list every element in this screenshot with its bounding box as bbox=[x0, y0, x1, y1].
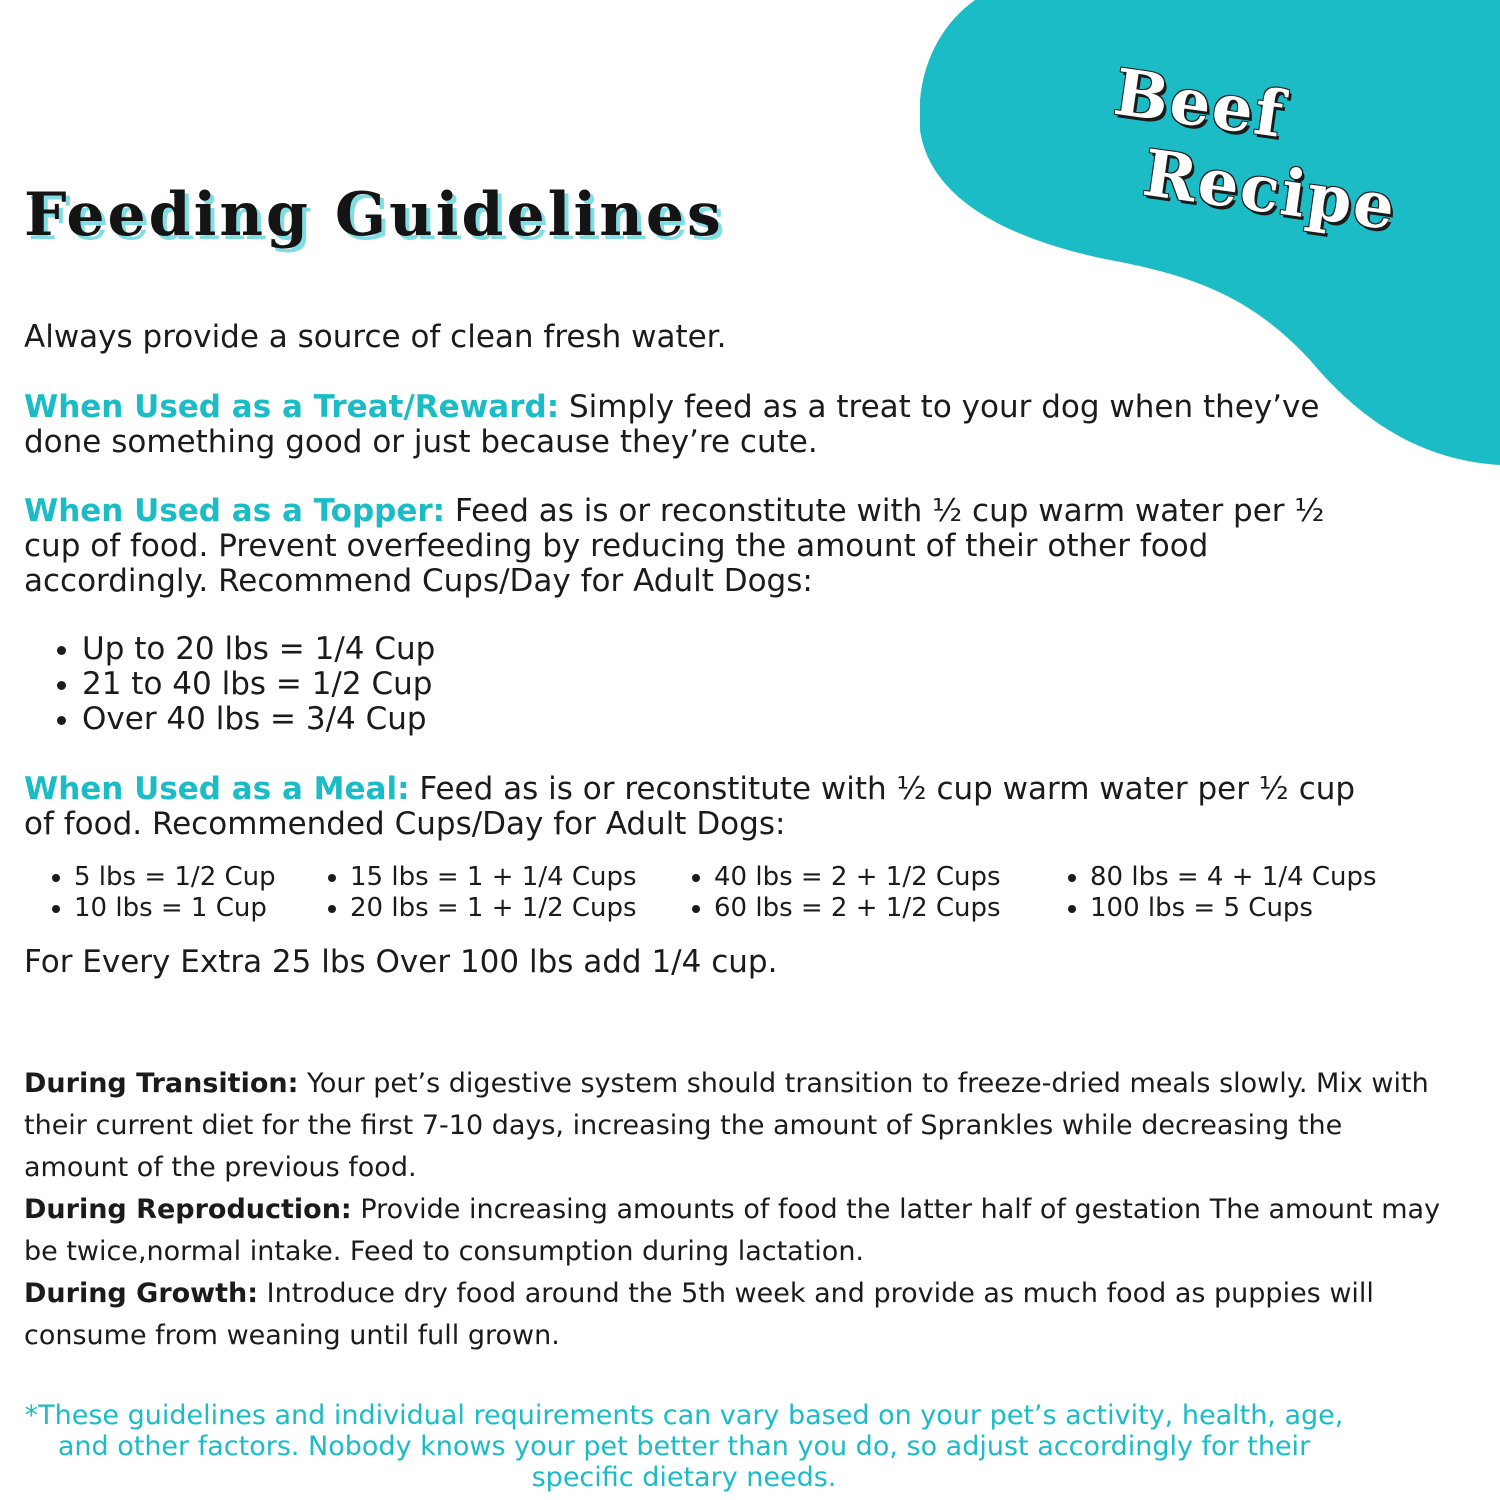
meal-column bbox=[1064, 862, 1377, 924]
list-item: • 20 lbs = 1 + 1/2 Cups bbox=[350, 893, 637, 924]
list-item: • 21 to 40 lbs = 1/2 Cup bbox=[82, 667, 435, 702]
transition-label: During Transition: bbox=[24, 1068, 299, 1099]
topper-list bbox=[50, 632, 435, 737]
treat-section bbox=[24, 390, 1324, 460]
topper-text: Feed as is or reconstitute with ½ cup warm water per ½ cup of food. Prevent overfeeding by reducing the amount of their other food accordingly. Recommend Cups/Day for Adult Dogs: bbox=[24, 493, 1325, 599]
list-item: • 10 lbs = 1 Cup bbox=[74, 893, 276, 924]
meal-text: Feed as is or reconstitute with ½ cup warm water per ½ cup of food. Recommended Cups/Day for Adult Dogs: bbox=[24, 771, 1356, 842]
treat-label: When Used as a Treat/Reward: bbox=[24, 389, 560, 425]
topper-section bbox=[24, 494, 1384, 599]
list-item: • 40 lbs = 2 + 1/2 Cups bbox=[714, 862, 1001, 893]
meal-column bbox=[324, 862, 637, 924]
list-item: • 15 lbs = 1 + 1/4 Cups bbox=[350, 862, 637, 893]
special-situations bbox=[24, 1063, 1444, 1357]
growth-text: Introduce dry food around the 5th week and provide as much food as puppies will consume from weaning until full grown. bbox=[24, 1278, 1374, 1351]
meal-table bbox=[24, 862, 1464, 932]
list-item: • Over 40 lbs = 3/4 Cup bbox=[82, 702, 435, 737]
reproduction-text: Provide increasing amounts of food the latter half of gestation The amount may be twice,normal intake. Feed to consumption during lactation. bbox=[24, 1194, 1441, 1267]
growth-label: During Growth: bbox=[24, 1278, 259, 1309]
list-item: • 80 lbs = 4 + 1/4 Cups bbox=[1090, 862, 1377, 893]
topper-label: When Used as a Topper: bbox=[24, 493, 446, 529]
reproduction-label: During Reproduction: bbox=[24, 1194, 352, 1225]
growth-paragraph bbox=[24, 1273, 1444, 1357]
list-item: • Up to 20 lbs = 1/4 Cup bbox=[82, 632, 435, 667]
extra-note: For Every Extra 25 lbs Over 100 lbs add 1/4 cup. bbox=[24, 944, 778, 980]
list-item: • 5 lbs = 1/2 Cup bbox=[74, 862, 276, 893]
treat-text: Simply feed as a treat to your dog when they’ve done something good or just because they’re cute. bbox=[24, 389, 1320, 460]
meal-column bbox=[688, 862, 1001, 924]
recipe-badge-line2: Recipe bbox=[1138, 135, 1402, 246]
transition-paragraph bbox=[24, 1063, 1444, 1189]
transition-text: Your pet’s digestive system should transition to freeze-dried meals slowly. Mix with their current diet for the first 7-10 days, increasing the amount of Sprankles while decreasing the amount of the previous food. bbox=[24, 1068, 1429, 1183]
meal-label: When Used as a Meal: bbox=[24, 771, 410, 807]
reproduction-paragraph bbox=[24, 1189, 1444, 1273]
list-item: • 100 lbs = 5 Cups bbox=[1090, 893, 1377, 924]
water-note: Always provide a source of clean fresh water. bbox=[24, 319, 727, 355]
disclaimer: *These guidelines and individual requirements can vary based on your pet’s activity, health, age, and other factors. Nobody knows your pet better than you do, so adjust accordingly for their specific dietary needs. bbox=[24, 1400, 1344, 1493]
meal-section bbox=[24, 772, 1384, 842]
recipe-badge-line1: Beef bbox=[1109, 55, 1290, 154]
page-title: Feeding Guidelines bbox=[24, 180, 724, 250]
list-item: • 60 lbs = 2 + 1/2 Cups bbox=[714, 893, 1001, 924]
meal-column bbox=[48, 862, 276, 924]
